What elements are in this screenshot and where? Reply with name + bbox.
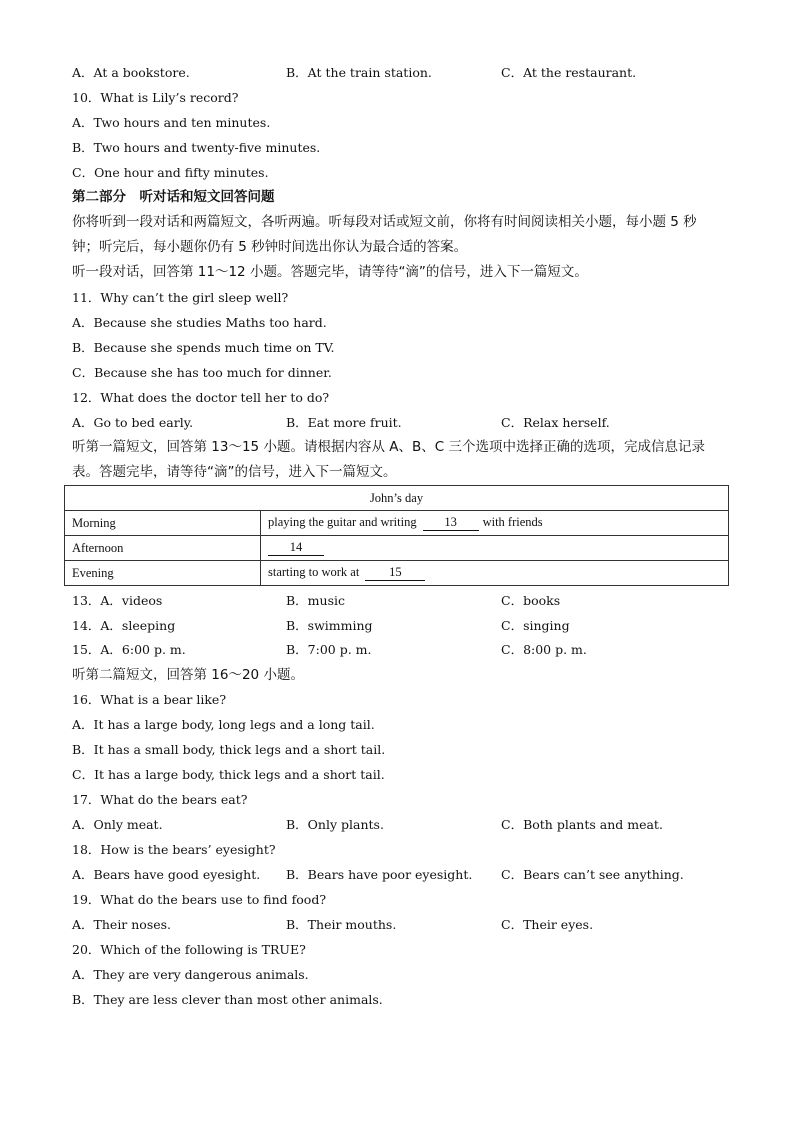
table-title-row — [65, 486, 729, 511]
answer-blank-15: 15 — [365, 565, 425, 581]
row-text: with friends — [482, 515, 543, 529]
row-content-evening — [261, 561, 729, 586]
q18-option-b: B．Bears have poor eyesight. — [286, 867, 473, 882]
q10-option-c: C．One hour and fifty minutes. — [72, 165, 269, 180]
row-content-morning — [261, 511, 729, 536]
q9-option-a: A．At a bookstore. — [72, 65, 190, 80]
part2-intro-line1: 你将听到一段对话和两篇短文，各听两遍。听每段对话或短文前，你将有时间阅读相关小题，每小题 5 秒 — [72, 214, 697, 230]
q19-question: 19．What do the bears use to find food? — [72, 892, 327, 907]
q17-option-b: B．Only plants. — [286, 817, 384, 832]
q11-option-b: B．Because she spends much time on TV. — [72, 340, 335, 355]
q11-question: 11．Why can’t the girl sleep well? — [72, 290, 289, 305]
passage2-intro: 听第二篇短文，回答第 16～20 小题。 — [72, 667, 304, 683]
q16-question: 16．What is a bear like? — [72, 692, 227, 707]
q15-option-b: B．7:00 p. m. — [286, 642, 372, 657]
table-row — [65, 536, 729, 561]
q12-option-c: C．Relax herself. — [501, 415, 610, 430]
row-content-afternoon — [261, 536, 729, 561]
row-label-afternoon: Afternoon — [65, 536, 261, 561]
q16-option-a: A．It has a large body, long legs and a long tail. — [72, 717, 375, 732]
q14-option-b: B．swimming — [286, 618, 373, 633]
q13-option-b: B．music — [286, 593, 346, 608]
row-text: starting to work at — [268, 565, 360, 579]
q10-option-a: A．Two hours and ten minutes. — [72, 115, 271, 130]
table-title: John’s day — [65, 486, 729, 511]
q11-option-c: C．Because she has too much for dinner. — [72, 365, 332, 380]
q12-option-a: A．Go to bed early. — [72, 415, 194, 430]
q9-option-c: C．At the restaurant. — [501, 65, 637, 80]
q20-question: 20．Which of the following is TRUE? — [72, 942, 306, 957]
q14-option-a: 14．A．sleeping — [72, 618, 176, 633]
q17-option-c: C．Both plants and meat. — [501, 817, 663, 832]
q12-option-b: B．Eat more fruit. — [286, 415, 402, 430]
passage1-intro-line1: 听第一篇短文，回答第 13～15 小题。请根据内容从 A、B、C 三个选项中选择正确的选项，完成信息记录 — [72, 439, 705, 455]
q14-option-c: C．singing — [501, 618, 570, 633]
q18-option-a: A．Bears have good eyesight. — [72, 867, 261, 882]
row-label-morning: Morning — [65, 511, 261, 536]
q20-option-a: A．They are very dangerous animals. — [72, 967, 309, 982]
q16-option-c: C．It has a large body, thick legs and a short tail. — [72, 767, 385, 782]
passage1-intro-line2: 表。答题完毕，请等待“滴”的信号，进入下一篇短文。 — [72, 464, 397, 480]
q9-option-b: B．At the train station. — [286, 65, 432, 80]
q20-option-b: B．They are less clever than most other animals. — [72, 992, 383, 1007]
row-text: playing the guitar and writing — [268, 515, 417, 529]
part2-heading: 第二部分 听对话和短文回答问题 — [72, 189, 275, 205]
answer-blank-13: 13 — [423, 515, 479, 531]
q19-option-c: C．Their eyes. — [501, 917, 594, 932]
q13-option-c: C．books — [501, 593, 561, 608]
q19-option-a: A．Their noses. — [72, 917, 172, 932]
johns-day-table — [64, 485, 729, 586]
dialog-intro: 听一段对话，回答第 11～12 小题。答题完毕，请等待“滴”的信号，进入下一篇短文。 — [72, 264, 588, 280]
q15-option-a: 15．A．6:00 p. m. — [72, 642, 186, 657]
q10-question: 10．What is Lily’s record? — [72, 90, 239, 105]
q16-option-b: B．It has a small body, thick legs and a short tail. — [72, 742, 386, 757]
table-row — [65, 511, 729, 536]
row-label-evening: Evening — [65, 561, 261, 586]
q17-option-a: A．Only meat. — [72, 817, 163, 832]
q11-option-a: A．Because she studies Maths too hard. — [72, 315, 327, 330]
q18-option-c: C．Bears can’t see anything. — [501, 867, 684, 882]
q18-question: 18．How is the bears’ eyesight? — [72, 842, 276, 857]
part2-intro-line2: 钟；听完后，每小题你仍有 5 秒钟时间选出你认为最合适的答案。 — [72, 239, 468, 255]
q10-option-b: B．Two hours and twenty-five minutes. — [72, 140, 321, 155]
answer-blank-14: 14 — [268, 540, 324, 556]
q12-question: 12．What does the doctor tell her to do? — [72, 390, 330, 405]
q17-question: 17．What do the bears eat? — [72, 792, 248, 807]
q15-option-c: C．8:00 p. m. — [501, 642, 587, 657]
table-row — [65, 561, 729, 586]
q19-option-b: B．Their mouths. — [286, 917, 397, 932]
q13-option-a: 13．A．videos — [72, 593, 163, 608]
